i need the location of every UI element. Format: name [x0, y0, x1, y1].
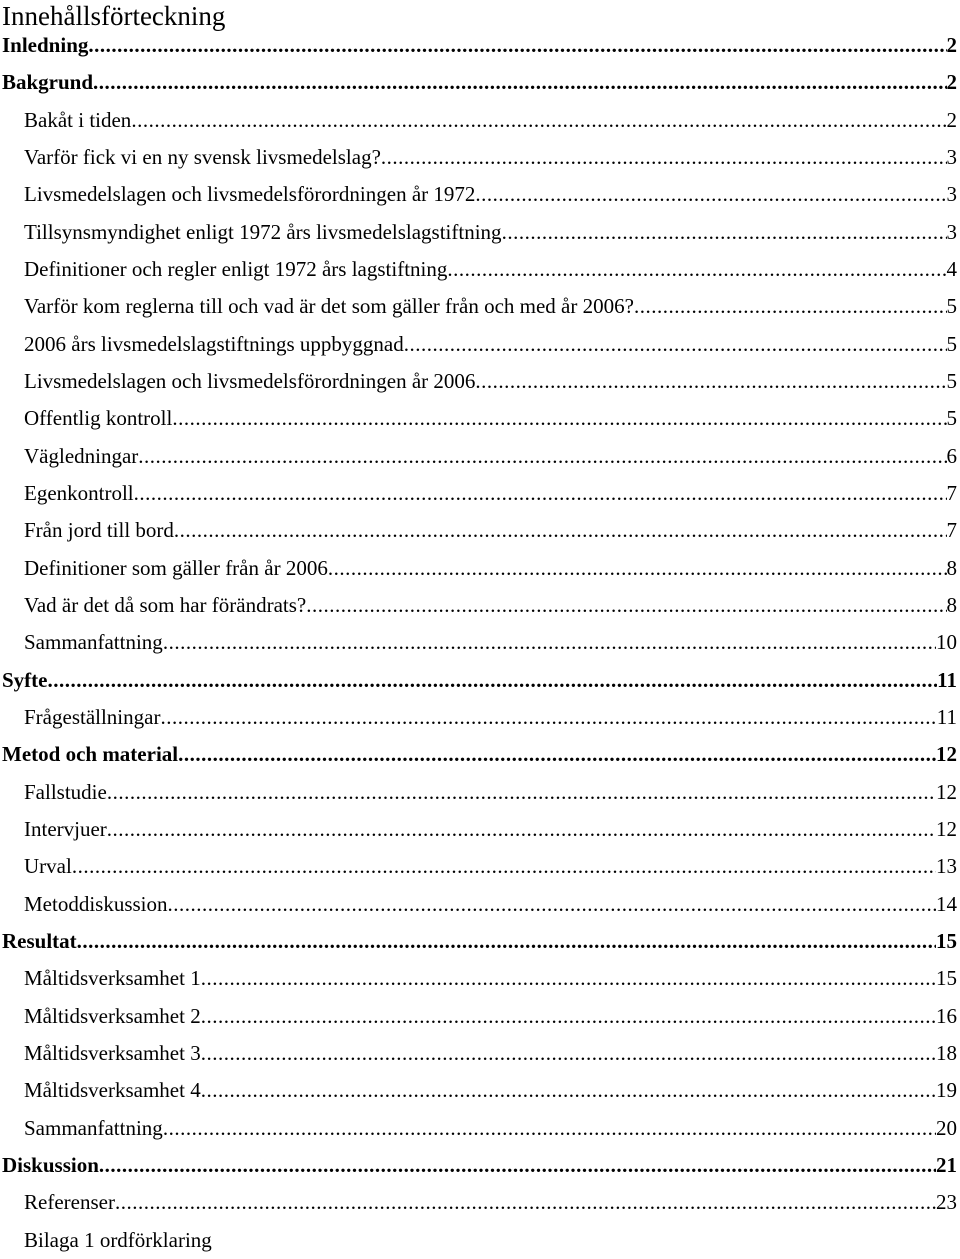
toc-entry-label: Diskussion: [2, 1152, 99, 1177]
toc-entry-label: Måltidsverksamhet 4: [24, 1078, 201, 1103]
toc-entry-label: Sammanfattning: [24, 630, 163, 655]
dot-leader: [72, 848, 936, 885]
toc-entry-label: Definitioner som gäller från år 2006: [24, 555, 328, 580]
dot-leader: [447, 251, 946, 288]
toc-entry-page-number: 5: [946, 406, 957, 431]
toc-subheading-entry[interactable]: [0, 326, 960, 363]
toc-entry-label: Måltidsverksamhet 3: [24, 1040, 201, 1065]
toc-entry-label: Syfte: [2, 667, 48, 692]
toc-subheading-entry[interactable]: [0, 811, 960, 848]
toc-entry-label: Metoddiskussion: [24, 891, 168, 916]
toc-entry-page-number: 20: [936, 1115, 957, 1140]
toc-entry-label: Varför kom reglerna till och vad är det som gäller från och med år 2006?: [24, 294, 634, 319]
toc-entry-page-number: 2: [946, 33, 957, 57]
toc-subheading-entry[interactable]: [0, 1110, 960, 1147]
toc-subheading-entry[interactable]: [0, 214, 960, 251]
toc-subheading-entry[interactable]: [0, 139, 960, 176]
toc-entry-page-number: 3: [946, 219, 957, 244]
dot-leader: [131, 102, 946, 139]
dot-leader: [502, 214, 947, 251]
toc-subheading-entry[interactable]: [0, 288, 960, 325]
dot-leader: [138, 438, 946, 475]
dot-leader: [201, 998, 936, 1035]
dot-leader: [172, 400, 946, 437]
dot-leader: [107, 811, 936, 848]
dot-leader: [168, 886, 936, 923]
toc-entry-page-number: 6: [946, 443, 957, 468]
toc-entry-label: Fallstudie: [24, 779, 107, 804]
toc-subheading-entry[interactable]: [0, 475, 960, 512]
toc-entry-page-number: 5: [946, 294, 957, 319]
toc-entry-label: Urval: [24, 854, 72, 879]
dot-leader: [306, 587, 946, 624]
toc-entry-label: Frågeställningar: [24, 704, 161, 729]
toc-entry-label: Tillsynsmyndighet enligt 1972 års livsmedelslagstiftning: [24, 219, 502, 244]
toc-entry-page-number: 11: [936, 704, 957, 729]
toc-entry-label: Intervjuer: [24, 816, 107, 841]
toc-subheading-entry[interactable]: [0, 886, 960, 923]
toc-title: Innehållsförteckning: [2, 1, 226, 31]
toc-entry-page-number: 14: [936, 891, 957, 916]
toc-subheading-entry[interactable]: [0, 1184, 960, 1221]
dot-leader: [88, 27, 946, 64]
toc-heading-entry[interactable]: [0, 64, 960, 101]
dot-leader: [634, 288, 947, 325]
toc-subheading-entry[interactable]: [0, 587, 960, 624]
toc-subheading-entry[interactable]: [0, 774, 960, 811]
toc-subheading-entry[interactable]: [0, 1072, 960, 1109]
toc-subheading-entry[interactable]: [0, 1035, 960, 1072]
toc-entry-page-number: 2: [946, 107, 957, 132]
toc-entry-label: Måltidsverksamhet 1: [24, 966, 201, 991]
toc-entry-label: Referenser: [24, 1190, 115, 1215]
toc-entry-label: Måltidsverksamhet 2: [24, 1003, 201, 1028]
dot-leader: [381, 139, 947, 176]
dot-leader: [201, 1072, 936, 1109]
toc-entry-label: 2006 års livsmedelslagstiftnings uppbyggnad: [24, 331, 404, 356]
toc-entry-label: Definitioner och regler enligt 1972 års lagstiftning: [24, 256, 448, 281]
toc-subheading-entry[interactable]: [0, 848, 960, 885]
dot-leader: [163, 1110, 936, 1147]
dot-leader: [115, 1184, 936, 1221]
toc-entry-page-number: 3: [946, 144, 957, 169]
dot-leader: [404, 326, 947, 363]
toc-subheading-entry[interactable]: [0, 400, 960, 437]
toc-entry-page-number: 15: [936, 966, 957, 991]
toc-entry-label: Vad är det då som har förändrats?: [24, 592, 307, 617]
toc-entry-page-number: 13: [936, 854, 957, 879]
toc-subheading-entry[interactable]: [0, 1222, 960, 1259]
toc-subheading-entry[interactable]: [0, 363, 960, 400]
toc-entry-page-number: 15: [936, 928, 957, 953]
toc-entry-label: Offentlig kontroll: [24, 406, 173, 431]
toc-entry-page-number: 11: [937, 667, 957, 692]
toc-entry-page-number: 2: [946, 70, 957, 95]
toc-entry-page-number: 7: [946, 518, 957, 543]
toc-entry-page-number: 8: [946, 555, 957, 580]
toc-entry-page-number: 5: [946, 331, 957, 356]
toc-heading-entry[interactable]: [0, 923, 960, 960]
toc-entry-label: Bakgrund: [2, 70, 94, 95]
toc-entry-label: Livsmedelslagen och livsmedelsförordningen år 2006: [24, 368, 476, 393]
toc-entry-page-number: 21: [936, 1152, 957, 1177]
dot-leader: [475, 363, 946, 400]
toc-entry-label: Varför fick vi en ny svensk livsmedelslag?: [24, 144, 381, 169]
dot-leader: [201, 1035, 936, 1072]
toc-entry-page-number: 23: [936, 1190, 957, 1215]
dot-leader: [178, 736, 936, 773]
toc-entry-label: Sammanfattning: [24, 1115, 163, 1140]
toc-subheading-entry[interactable]: [0, 624, 960, 661]
toc-entry-label: Livsmedelslagen och livsmedelsförordningen år 1972: [24, 182, 476, 207]
toc-subheading-entry[interactable]: [0, 699, 960, 736]
toc-subheading-entry[interactable]: [0, 960, 960, 997]
toc-entry-label: Metod och material: [2, 742, 179, 767]
dot-leader: [174, 512, 947, 549]
toc-subheading-entry[interactable]: [0, 102, 960, 139]
dot-leader: [163, 624, 936, 661]
toc-heading-entry[interactable]: [0, 662, 960, 699]
dot-leader: [160, 699, 936, 736]
dot-leader: [475, 176, 946, 213]
toc-heading-entry[interactable]: [0, 1147, 960, 1184]
dot-leader: [48, 662, 938, 699]
toc-entry-page-number: 16: [936, 1003, 957, 1028]
toc-entry-page-number: 12: [936, 779, 957, 804]
toc-entry-label: Vägledningar: [24, 443, 139, 468]
toc-entry-page-number: 5: [946, 368, 957, 393]
dot-leader: [99, 1147, 936, 1184]
toc-heading-entry[interactable]: [0, 736, 960, 773]
toc-subheading-entry[interactable]: [0, 251, 960, 288]
toc-entry-label: Egenkontroll: [24, 480, 134, 505]
dot-leader: [93, 64, 946, 101]
toc-heading-entry[interactable]: [0, 27, 960, 64]
toc-entry-page-number: 3: [946, 182, 957, 207]
toc-list: [0, 27, 960, 1259]
toc-entry-label: Bilaga 1 ordförklaring: [24, 1227, 212, 1252]
dot-leader: [107, 774, 936, 811]
toc-entry-page-number: 7: [946, 480, 957, 505]
toc-entry-page-number: 4: [946, 256, 957, 281]
toc-entry-page-number: 19: [936, 1078, 957, 1103]
toc-entry-page-number: 8: [946, 592, 957, 617]
toc-entry-page-number: 10: [936, 630, 957, 655]
toc-entry-page-number: 12: [936, 742, 957, 767]
toc-entry-label: Bakåt i tiden: [24, 107, 132, 132]
toc-entry-page-number: 18: [936, 1040, 957, 1065]
toc-subheading-entry[interactable]: [0, 550, 960, 587]
toc-subheading-entry[interactable]: [0, 512, 960, 549]
dot-leader: [328, 550, 947, 587]
dot-leader: [201, 960, 936, 997]
toc-entry-label: Från jord till bord: [24, 518, 174, 543]
toc-entry-page-number: 12: [936, 816, 957, 841]
toc-subheading-entry[interactable]: [0, 176, 960, 213]
dot-leader: [77, 923, 936, 960]
dot-leader: [134, 475, 947, 512]
toc-subheading-entry[interactable]: [0, 438, 960, 475]
toc-entry-label: Inledning: [2, 33, 89, 57]
toc-entry-label: Resultat: [2, 928, 77, 953]
toc-subheading-entry[interactable]: [0, 998, 960, 1035]
